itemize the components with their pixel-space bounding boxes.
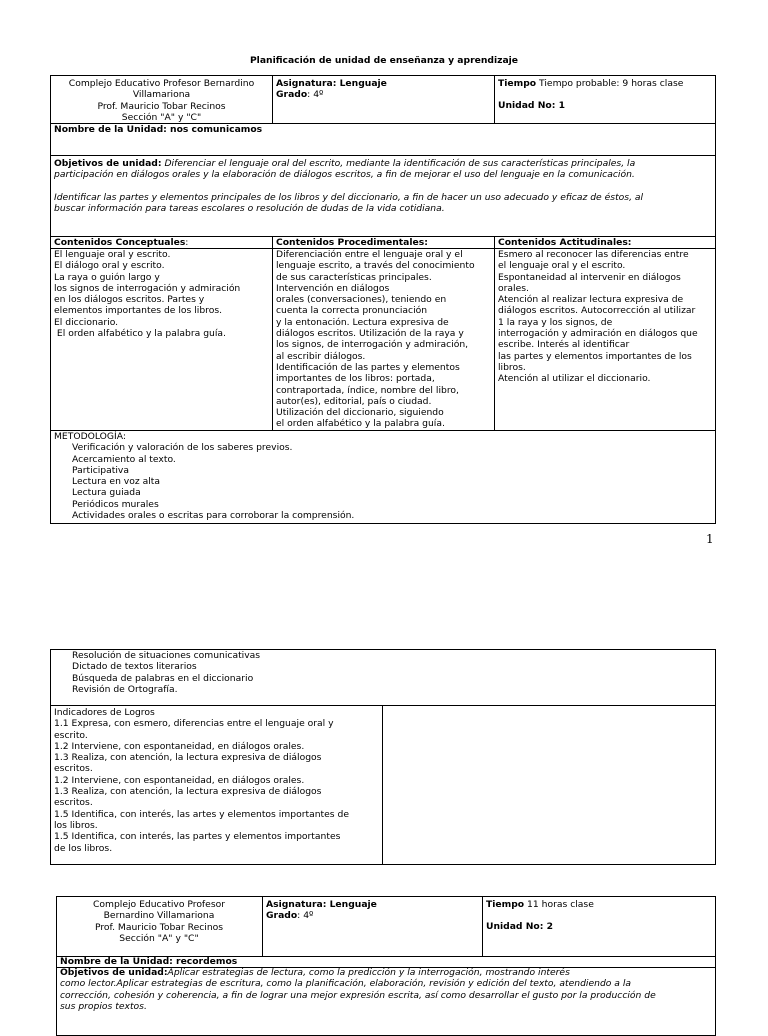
content-line: escribe. Interés al identificar (498, 339, 630, 351)
objective-text: buscar información para tareas escolares o resolución de dudas de la vida cotidiana. (54, 202, 445, 214)
objectives-label: Objetivos de unidad: (54, 158, 162, 169)
indicator-line: 1.5 Identifica, con interés, las partes y elementos importantes (54, 831, 341, 843)
content-line: Atención al realizar lectura expresiva de (498, 294, 684, 306)
objective-text: como lector. (60, 978, 117, 990)
objective-text: Diferenciar el lenguaje oral del escrito, mediante la identificación de sus características principales, la (161, 158, 636, 169)
grade-label: Grado (276, 89, 308, 101)
attitudinal-header: Contenidos Actitudinales: (498, 237, 632, 248)
indicator-line: 1.3 Realiza, con atención, la lectura expresiva de diálogos (54, 786, 322, 798)
subject-cell (276, 78, 387, 101)
content-line: Diferenciación entre el lenguaje oral y el (276, 249, 463, 260)
school-info (52, 78, 271, 123)
content-line: en los diálogos escritos. Partes y (54, 294, 205, 306)
methodology-label: METODOLOGÍA: (54, 431, 126, 442)
content-line: Identificación de las partes y elementos (276, 361, 460, 373)
content-line: de sus características principales. (276, 271, 432, 283)
content-line: Atención al utilizar el diccionario. (498, 373, 651, 385)
methodology-item: Participativa (72, 464, 129, 476)
content-line: importantes de los libros: portada, (276, 373, 435, 385)
conceptual-contents (54, 249, 240, 339)
indicator-line: los libros. (54, 819, 98, 831)
indicator-line: 1.1 Expresa, con esmero, diferencias entre el lenguaje oral y (54, 718, 334, 730)
page-number: 1 (706, 532, 714, 546)
content-line: y la entonación. Lectura expresiva de (276, 316, 449, 328)
section-line: Sección "A" y "C" (119, 932, 199, 944)
methodology-item: Verificación y valoración de los saberes previos. (72, 442, 293, 454)
grade-label: Grado (266, 910, 298, 922)
time-value: Tiempo probable: 9 horas clase (536, 78, 684, 89)
unit-objectives (54, 158, 714, 214)
grade-value: : 4º (297, 910, 314, 922)
school-info (57, 899, 261, 944)
content-line: 1 la raya y los signos, de (498, 316, 613, 328)
subject-cell (266, 899, 377, 922)
content-line: El lenguaje oral y escrito. (54, 249, 171, 260)
indicator-line: escrito. (54, 729, 88, 741)
content-line: El diálogo oral y escrito. (54, 260, 165, 272)
conceptual-header: Contenidos Conceptuales: (54, 237, 189, 248)
methodology-item: Acercamiento al texto. (72, 453, 176, 465)
content-line: al escribir diálogos. (276, 350, 366, 362)
achievement-indicators (54, 707, 349, 854)
content-line: diálogos escritos. Autocorrección al utilizar (498, 305, 696, 317)
objective-text: Aplicar estrategias de escritura, como la planificación, elaboración, revisión y edición del texto, atendiendo a la (116, 978, 632, 990)
teacher-line: Prof. Mauricio Tobar Recinos (97, 100, 226, 112)
content-line: El orden alfabético y la palabra guía. (54, 328, 226, 340)
attitudinal-contents (498, 249, 698, 385)
methodology-item: Lectura guiada (72, 487, 141, 499)
methodology-item: Resolución de situaciones comunicativas (72, 650, 261, 661)
indicator-line: 1.2 Interviene, con espontaneidad, en diálogos orales. (54, 740, 305, 752)
content-line: cuenta la correcta pronunciación (276, 305, 428, 317)
content-line: los signos de interrogación y admiración (54, 282, 241, 294)
objective-text: Aplicar estrategias de lectura, como la predicción y la interrogación, mostrando interés (167, 967, 570, 978)
unit-number: Unidad No: 2 (486, 921, 553, 933)
content-line: Esmero al reconocer las diferencias entre (498, 249, 689, 260)
content-line: el lenguaje oral y el escrito. (498, 260, 626, 272)
content-line: Intervención en diálogos (276, 282, 390, 294)
content-line: libros. (498, 361, 526, 373)
objective-text: Identificar las partes y elementos principales de los libros y del diccionario, a fin de hacer un uso adecuado y eficaz de éstos, al (54, 191, 644, 203)
school-line: Complejo Educativo Profesor (92, 899, 226, 910)
content-line: elementos importantes de los libros. (54, 305, 223, 317)
school-line: Complejo Educativo Profesor Bernardino (68, 78, 255, 89)
methodology (54, 431, 354, 521)
methodology-continued (54, 650, 260, 695)
content-line: el orden alfabético y la palabra guía. (276, 418, 445, 430)
unit-name: Nombre de la Unidad: recordemos (60, 956, 238, 967)
procedural-header: Contenidos Procedimentales: (276, 237, 428, 248)
teacher-line: Prof. Mauricio Tobar Recinos (94, 921, 224, 933)
subject-label: Asignatura: Lenguaje (266, 899, 377, 910)
content-line: interrogación y admiración en diálogos que (498, 328, 698, 340)
methodology-item: Revisión de Ortografía. (72, 683, 178, 695)
objectives-label: Objetivos de unidad: (60, 967, 168, 978)
content-line: los signos, de interrogación y admiración, (276, 339, 469, 351)
indicator-line: 1.2 Interviene, con espontaneidad, en diálogos orales. (54, 774, 305, 786)
school-line: Bernardino Villamariona (103, 910, 215, 922)
time-label: Tiempo (498, 78, 537, 89)
methodology-item: Lectura en voz alta (72, 476, 161, 488)
time-cell (486, 899, 594, 933)
indicator-line: de los libros. (54, 842, 113, 854)
objective-text: participación en diálogos orales y la elaboración de diálogos escritos, a fin de mejorar el uso del lenguaje en la comunicación. (54, 169, 635, 181)
methodology-item: Actividades orales o escritas para corroborar la comprensión. (72, 510, 355, 522)
time-cell (498, 78, 683, 112)
content-line: autor(es), editorial, país o ciudad. (276, 395, 432, 407)
content-line: Utilización del diccionario, siguiendo (276, 407, 444, 419)
content-line: orales. (498, 282, 529, 294)
school-line: Villamariona (132, 89, 191, 101)
section-line: Sección "A" y "C" (121, 111, 202, 123)
unit-number: Unidad No: 1 (498, 100, 565, 112)
methodology-item: Búsqueda de palabras en el diccionario (72, 672, 254, 684)
content-line: diálogos escritos. Utilización de la raya y (276, 328, 464, 340)
indicator-line: escritos. (54, 763, 93, 775)
time-label: Tiempo (486, 899, 525, 910)
content-line: las partes y elementos importantes de los (498, 350, 692, 362)
objective-text: corrección, cohesión y coherencia, a fin de lograr una mejor expresión escrita, así como desarrollar el gusto por la producción de (60, 989, 656, 1001)
methodology-item: Periódicos murales (72, 498, 159, 510)
indicator-line: escritos. (54, 797, 93, 809)
indicators-label: Indicadores de Logros (54, 707, 155, 718)
methodology-item: Dictado de textos literarios (72, 661, 197, 673)
content-line: lenguaje escrito, a través del conocimiento (276, 260, 475, 272)
grade-value: : 4º (307, 89, 324, 101)
content-line: orales (conversaciones), teniendo en (276, 294, 447, 306)
content-line: La raya o guión largo y (54, 271, 160, 283)
content-line: contraportada, índice, nombre del libro, (276, 384, 459, 396)
subject-label: Asignatura: Lenguaje (276, 78, 387, 89)
indicator-line: 1.3 Realiza, con atención, la lectura expresiva de diálogos (54, 752, 322, 764)
time-value: 11 horas clase (524, 899, 594, 910)
indicator-line: 1.5 Identifica, con interés, las artes y elementos importantes de (54, 808, 349, 820)
unit-objectives (60, 967, 714, 1012)
unit-name: Nombre de la Unidad: nos comunicamos (54, 124, 263, 135)
procedural-contents (276, 249, 475, 430)
content-line: El diccionario. (54, 316, 119, 328)
objective-text: sus propios textos. (60, 1000, 147, 1012)
page-title: Planificación de unidad de enseñanza y aprendizaje (249, 55, 519, 66)
content-line: Espontaneidad al intervenir en diálogos (498, 271, 681, 283)
